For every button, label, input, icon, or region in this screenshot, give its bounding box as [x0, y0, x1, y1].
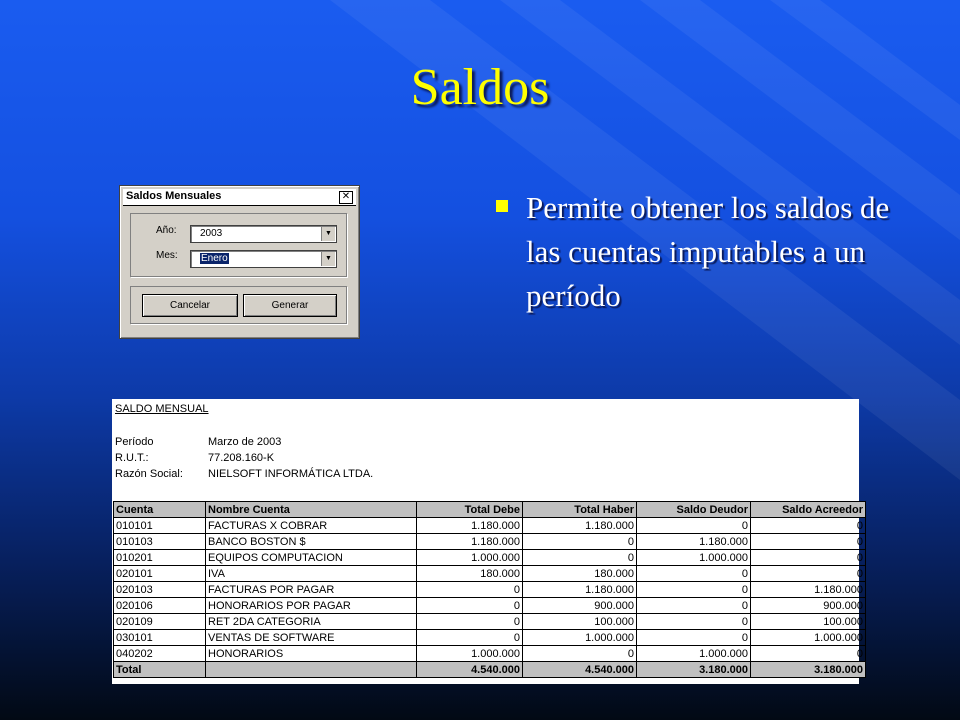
table-cell: 1.000.000: [637, 646, 751, 662]
table-header-row: [114, 502, 866, 518]
column-header: Nombre Cuenta: [206, 502, 417, 518]
bullet-square-icon: [496, 200, 508, 212]
close-icon[interactable]: ✕: [339, 191, 353, 204]
slide-title: Saldos: [410, 59, 550, 116]
column-header: Cuenta: [114, 502, 206, 518]
table-cell: 180.000: [523, 566, 637, 582]
table-cell: 010101: [114, 518, 206, 534]
razon-value: NIELSOFT INFORMÁTICA LTDA.: [208, 468, 374, 480]
table-cell: 0: [417, 614, 523, 630]
column-header: Total Debe: [417, 502, 523, 518]
column-header: Saldo Acreedor: [751, 502, 866, 518]
table-cell: 100.000: [523, 614, 637, 630]
total-cell: 3.180.000: [751, 662, 866, 678]
table-row: [114, 518, 866, 534]
table-cell: 1.000.000: [523, 630, 637, 646]
table-cell: 0: [637, 630, 751, 646]
column-header: Total Haber: [523, 502, 637, 518]
table-cell: 030101: [114, 630, 206, 646]
bullet-text: Permite obtener los saldos de las cuentas imputables a un período: [526, 190, 890, 313]
table-cell: IVA: [206, 566, 417, 582]
total-cell: 4.540.000: [523, 662, 637, 678]
table-cell: FACTURAS X COBRAR: [206, 518, 417, 534]
table-cell: 0: [417, 598, 523, 614]
table-cell: 1.000.000: [417, 550, 523, 566]
table-cell: 0: [523, 550, 637, 566]
table-cell: 020103: [114, 582, 206, 598]
report-periodo: [115, 436, 281, 448]
table-cell: 1.180.000: [417, 518, 523, 534]
table-cell: 0: [751, 518, 866, 534]
balances-table: [113, 501, 866, 678]
table-cell: 1.180.000: [637, 534, 751, 550]
table-row: [114, 614, 866, 630]
table-cell: 900.000: [523, 598, 637, 614]
table-cell: 010201: [114, 550, 206, 566]
table-row: [114, 582, 866, 598]
table-cell: 0: [751, 534, 866, 550]
table-cell: 0: [523, 534, 637, 550]
table-cell: 100.000: [751, 614, 866, 630]
table-cell: 0: [637, 598, 751, 614]
total-row: [114, 662, 866, 678]
periodo-value: Marzo de 2003: [208, 436, 282, 448]
cancel-button[interactable]: Cancelar: [142, 294, 238, 317]
table-cell: 0: [417, 630, 523, 646]
table-cell: 010103: [114, 534, 206, 550]
table-cell: 020106: [114, 598, 206, 614]
table-cell: 0: [751, 566, 866, 582]
year-select-value: 2003: [200, 228, 223, 239]
rut-label: R.U.T.:: [115, 452, 149, 464]
table-cell: HONORARIOS: [206, 646, 417, 662]
table-cell: 0: [637, 614, 751, 630]
year-select[interactable]: [190, 225, 337, 243]
table-cell: 1.180.000: [417, 534, 523, 550]
table-row: [114, 646, 866, 662]
month-label: Mes:: [156, 250, 178, 261]
chevron-down-icon[interactable]: ▼: [321, 252, 335, 266]
table-cell: 0: [637, 518, 751, 534]
total-cell: [206, 662, 417, 678]
table-cell: VENTAS DE SOFTWARE: [206, 630, 417, 646]
table-cell: 040202: [114, 646, 206, 662]
chevron-down-icon[interactable]: ▼: [321, 227, 335, 241]
table-cell: 900.000: [751, 598, 866, 614]
table-cell: FACTURAS POR PAGAR: [206, 582, 417, 598]
report-razon-social: [115, 468, 373, 480]
dialog-titlebar: [123, 189, 356, 206]
table-cell: 1.180.000: [523, 518, 637, 534]
table-cell: BANCO BOSTON $: [206, 534, 417, 550]
table-row: [114, 550, 866, 566]
generate-button[interactable]: Generar: [243, 294, 337, 317]
table-cell: 0: [523, 646, 637, 662]
table-cell: HONORARIOS POR PAGAR: [206, 598, 417, 614]
table-cell: 1.180.000: [751, 582, 866, 598]
table-cell: 1.000.000: [417, 646, 523, 662]
month-select[interactable]: [190, 250, 337, 268]
total-cell: 4.540.000: [417, 662, 523, 678]
total-cell: 3.180.000: [637, 662, 751, 678]
report-title: SALDO MENSUAL: [115, 403, 209, 415]
table-cell: 0: [637, 582, 751, 598]
table-cell: 0: [751, 550, 866, 566]
table-cell: 0: [751, 646, 866, 662]
table-cell: 0: [417, 582, 523, 598]
bullet-item: [496, 186, 896, 318]
month-select-value: Enero: [201, 253, 228, 264]
table-cell: EQUIPOS COMPUTACION: [206, 550, 417, 566]
column-header: Saldo Deudor: [637, 502, 751, 518]
report-rut: [115, 452, 274, 464]
year-label: Año:: [156, 225, 177, 236]
table-row: [114, 566, 866, 582]
table-cell: 020109: [114, 614, 206, 630]
saldos-mensuales-dialog: [119, 185, 360, 339]
table-cell: 1.000.000: [751, 630, 866, 646]
table-cell: 020101: [114, 566, 206, 582]
razon-label: Razón Social:: [115, 468, 183, 480]
dialog-title: Saldos Mensuales: [126, 190, 222, 202]
saldo-mensual-report: [112, 399, 863, 684]
table-cell: RET 2DA CATEGORIA: [206, 614, 417, 630]
table-cell: 180.000: [417, 566, 523, 582]
table-cell: 0: [637, 566, 751, 582]
table-cell: 1.000.000: [637, 550, 751, 566]
table-cell: 1.180.000: [523, 582, 637, 598]
total-cell: Total: [114, 662, 206, 678]
table-row: [114, 630, 866, 646]
table-row: [114, 598, 866, 614]
periodo-label: Período: [115, 436, 154, 448]
table-row: [114, 534, 866, 550]
rut-value: 77.208.160-K: [208, 452, 275, 464]
